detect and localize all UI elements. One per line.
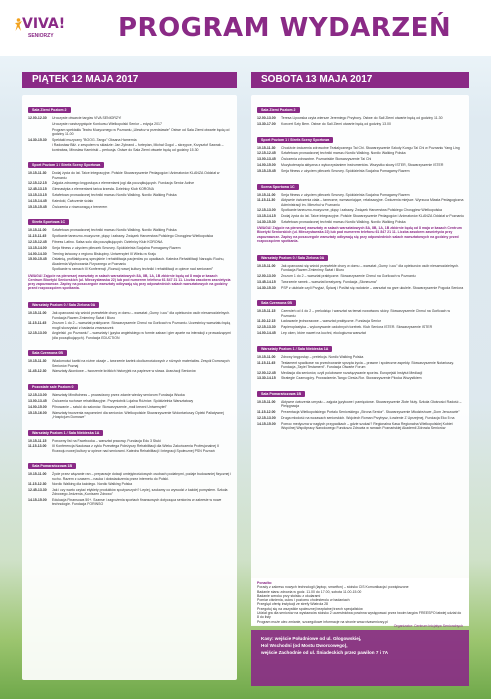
event-time: 13.15-14.00	[28, 245, 47, 250]
event-time: 12.15-13.00	[28, 331, 47, 336]
event-time: 11.15-13.00	[28, 444, 47, 449]
event-description: Nordic Walking dla każdego. Nordic Walking Polska	[52, 482, 133, 487]
event-row	[26, 138, 233, 142]
event-row	[26, 228, 233, 232]
header	[0, 0, 491, 56]
event-row	[255, 274, 465, 278]
event-description: Uroczyste otwarcie targów VIVA SENIORZY!	[52, 116, 122, 120]
event-description: Ponowny list na Facebooka – warsztat pracowy. Fundacja Edu 3 Stuki	[52, 438, 161, 443]
event-time	[28, 122, 52, 126]
event-time: 13.30-17.00	[257, 121, 276, 126]
event-row	[26, 482, 233, 486]
event-row	[255, 319, 465, 323]
logo-text: VIVA!	[22, 16, 66, 32]
section-label: Warsztaty Poziom 1 / Sala Niebieska 1A	[28, 430, 103, 436]
event-row	[255, 157, 465, 161]
event-row	[255, 325, 465, 329]
event-description: Mediacja dla seniorów, czyli polubowne rozwiązywanie sporów. Europejski Instytut Mediacji	[281, 370, 423, 375]
event-description: Dodaj życia do lat. Taice integracyjne. Polskie Stowarzyszenie Pedagogów i Animatorów KLANZA Oddział w Poznaniu	[52, 171, 220, 180]
ticket-office-line: wejście Zachodnie od ul. Śniadeckich przez pawilon 7 i 7A	[261, 650, 389, 655]
event-row	[255, 331, 465, 335]
section-label: Sala Pomarańczowa 1B	[257, 391, 305, 397]
event-time: 10.15-11.30	[28, 359, 47, 364]
event-description: Jak opanować się wśród przewlekłe chory w domu – warsztat „Gumy i ucu" dla opiekunów osób niesamodzielnych. Fundacja Razem Zmienimy Świat i Biuro	[52, 311, 231, 320]
event-description: Warsztaty Mindfulness – prowadzony przez zdanie wiedzy seniorom Fundacja Wsoka	[52, 393, 185, 398]
event-time: 10.15-11.00	[257, 354, 276, 359]
info-line: Udział gra dla seniorów na wystawców stoisko 2 uczestnictwa powinna występować przez twoim targów FREESPO łatwiej udział do 8 do listy	[257, 611, 462, 620]
event-description: Zajęcia zdrowego kręgosłupa z elementami jogi dla początkujących. Fundacja Senior Active	[52, 181, 195, 186]
event-time: 13.00-13.45	[257, 157, 276, 162]
event-description: Spotkanie taneczno-muzyczne, pląsy i zabawy. Związek Harcerstwa Polskiego Chorągiew Wielkopolska	[52, 234, 214, 239]
section-label: Scena Sportowa 1C	[257, 184, 299, 190]
viva-seniorzy-logo[interactable]	[14, 16, 64, 46]
event-time: 10.15-11.15	[28, 438, 47, 443]
event-time: 10.15-11.00	[28, 472, 47, 477]
event-time: 12.45-13.15	[28, 187, 47, 192]
event-row	[26, 205, 233, 209]
info-line: Badanie wzroku przy stoisku z okularami	[257, 593, 321, 598]
event-time: 10.15-11.00	[257, 192, 276, 197]
page-title: PROGRAM WYDARZEŃ	[118, 13, 452, 43]
event-time: 10.15-11.00	[28, 228, 47, 233]
event-time: 13.45-14.15	[257, 279, 276, 284]
event-description: Papieroplastyka – wykonywanie ozdobnych torebek. Klub Seniora ISTER. Stowarzyszenie ISTER	[281, 325, 433, 330]
ticket-office-line: Hol Wschodni (od Mostu Dworcowego),	[261, 643, 348, 648]
event-row	[255, 116, 465, 120]
section-label: Sala Pomarańczowa 1B	[28, 463, 76, 469]
event-time: 13.15-14.15	[257, 214, 276, 219]
event-description: Gimnastyka z elementami tańca krzesła. Dzielnicy Klub KORONA	[52, 187, 154, 192]
day-header-saturday: SOBOTA 13 MAJA 2017	[251, 72, 469, 88]
event-description: Edukacja Finansowa 50+. Szanse i zagrożenia sportach finansowych dotycząca seniorów w zakresie w nowe technologie. Fundacja FORINSO	[52, 498, 222, 507]
event-time: 12.15-12.45	[28, 239, 47, 244]
event-row	[255, 400, 465, 408]
ticket-office-line: Kasy: wejście Południowe od ul. Głogowskiej,	[261, 636, 362, 641]
event-description: Życie przez wiązanie ran – preparacje dotacji umiejętnościowych osobach podatnymi, podaje budowaniej fizycznej i ruchu. Razem z czasem – nauka i doświadczenia przez internetu do Polski.	[52, 472, 231, 481]
info-list	[257, 585, 463, 624]
info-heading: Ponadto:	[257, 581, 273, 585]
event-description: Pomoc medyczna w nagłych przypadkach – gdzie szukać? Regionalna Kasa Regionalna Wielkopolskiej Kobiet Wspólnej Współpracy Narodowego Funduszu Zdrowia w ramach Poznańskiej Akademii Zdrowia Seniorów	[281, 421, 453, 430]
event-time: 12.15-13.00	[257, 415, 276, 420]
event-description: Spektakl muzyczny "BOOG..Tango" Oksana Hamernia	[52, 137, 137, 142]
event-time: 10.15-11.30	[257, 145, 276, 150]
event-row	[255, 371, 465, 375]
event-time: 10.15-11.15	[257, 309, 276, 314]
event-row	[255, 169, 465, 173]
event-description: Lep oken, które nawet na kuchni, ekologiczna warsztat	[281, 330, 366, 335]
section-label: Pozostałe sale Poziom 0	[28, 384, 78, 390]
event-row	[26, 267, 233, 271]
event-description: Trening tańcowy z regionu Biskupiny. Uniwersytet III Wieku w Kraju	[52, 251, 157, 256]
event-time: 15.15-15.45	[257, 168, 276, 173]
event-description: Smja fitness z użyciem piłeczek Smovey. Spółdzielnia Socjalna Pomagamy Razem	[52, 245, 181, 250]
event-time: 11.30-12.15	[257, 319, 276, 324]
event-description: Angielski ,po Poznaniu" – warsztaty i języka angielskiego w formie zabaw i gier aparte na interakcji z prowadzącymi (dla początkujących). Fundacja EDUCTION	[52, 331, 231, 340]
event-description: Spotkanie w ramach III Konferencji „Rozwój nowej kultury techniki i rehabilitacji w opiece nad seniorami"	[52, 267, 214, 272]
event-description: Zrozum 1 do 2 – warsztat praktyczne. Stowarzyszenie Chmul na Gorlicach w Poznaniu. Uczestnicy warsztatu będą mogli skorzystać z badania zmarszczek	[52, 321, 231, 330]
event-time: 11.15-11.45	[257, 360, 276, 365]
section-label: Sala Ziemi Poziom 2	[257, 107, 300, 113]
ticket-office-box	[251, 630, 469, 686]
info-line: Przegląd ofertę instytucji ze strefy Wiatrola 28	[257, 602, 329, 607]
event-description: PSP z ulubiale czyli Przyjaź, Śpiwaj i Poślist się radośnie – warsztat na grze ukulele. Stowarzyszenie Pogoda Seniora	[281, 285, 464, 290]
event-description: Muzykoterapia aktywna z wykorzystaniem instrumentów. Wszystko słowy ISTER, Stowarzyszenie ISTER	[281, 162, 444, 167]
event-time: 13.30-14.15	[257, 376, 276, 381]
event-row	[26, 359, 233, 367]
event-time: 12.15-13.30	[257, 325, 276, 330]
event-time: 11.15-12.30	[28, 482, 47, 487]
day-header-friday: PIĄTEK 12 MAJA 2017	[22, 72, 237, 88]
schedule-column-saturday	[251, 95, 469, 625]
schedule-column-friday	[22, 95, 237, 680]
event-row	[255, 376, 465, 380]
event-time: 12.15-12.45	[257, 151, 276, 156]
info-line: Badanie stanu zdrowia w godz. 11.00 do 17.00, sobota 11.00-15.00	[257, 589, 362, 594]
event-row	[26, 369, 233, 373]
info-line: Pomiar ciśnienia, cukru i poziomu cholesterolu w badaniach	[257, 598, 350, 603]
event-time: 11.15-11.30	[257, 198, 276, 203]
event-row	[26, 246, 233, 250]
event-time: 14.00-15.00	[257, 162, 276, 167]
event-time: 10.15-11.30	[28, 171, 47, 176]
event-row	[255, 208, 465, 212]
event-time: 12.00-13.00	[257, 273, 276, 278]
event-time: 14.30-15.30	[257, 285, 276, 290]
section-label: Sala Czerwona 0B	[257, 300, 296, 306]
event-time: 10.15-11.00	[257, 400, 276, 405]
event-description: Jak i czy warto czytać etykiety produktów spożywczych? Lepiej, szukamy co wywodzi z każdej pomysłem. Szkoła Zdrowego Jedzenia „Kuniszen Zdrowo"	[52, 488, 228, 497]
logo-subtext: SENIORZY	[28, 33, 54, 39]
event-time: 14.00-14.30	[28, 251, 47, 256]
event-description: Koncert Szty Bem. Ostwe do Sali Ziemi otwarte będą od godziny 13.00	[281, 121, 391, 126]
event-row	[255, 163, 465, 167]
registration-note: UWAGA! Zajęcie na pierwszej warsztaty w salach warsztatowych 8A, 8B, 1A, 1B zbiórnie będą od 8 maja w kasach Centrum Bioetyki Seniorskich (ul. Mieczysławska 22) lub pod numerem telefonu 61 847 21 11. Liczba zasobem zasnietycia przy zapoznawcze. Zapisy na poszczegole warsztaty odbywają się przy odpowiednich salach warsztatowych na godziny przed rozpoczęciem spotkania.	[257, 226, 462, 243]
event-description: Druga młodość na wczasach seniorskich. Wojciech Roman Przybysz, Łowienie Z Uprzejmej, Fundacja Eko 5 na	[281, 415, 455, 420]
event-row	[26, 240, 233, 244]
event-row	[255, 422, 465, 430]
event-description: Warsztaty Akordowe – tworzenie krótkich historyjek na papierze w słowa. Aranżacji Seniorów	[52, 369, 196, 374]
event-row	[255, 361, 465, 369]
event-time: 10.15-11.00	[257, 263, 276, 268]
event-time: 15.15-15.45	[28, 204, 47, 209]
event-description: Ćwiczenia zdrowotne. Poznańskie Stowarzyszenie Tai Chi	[281, 157, 372, 162]
event-description: Sztafetowo prowadzonej techniki marszu Nordic Walking. Nordic Walking Polska	[281, 219, 406, 224]
event-description: Prezentacja Wielkopolskiego Portalu Seniorskiego „Strona Senior". Stowarzyszenie Młodzieżowe „Dom Jenczowie"	[281, 410, 460, 415]
registration-note: UWAGA! Zajęcie na pierwszej warsztaty w salach warsztatowych 8A, 8B, 1A, 1B zbiórnie będą od 8 maja w kasach Centrum Bioetyki Seniorskich (ul. Mieczysławska 22) lub pod numerem telefonu 61 847 21 11. Liczba zasobem zasnietycia przy zapoznawcze. Zapisy na poszczegole warsztaty odbywają się przy odpowiednich salach warsztatowych na godziny przed rozpoczęciem spotkania.	[28, 273, 231, 291]
event-time: 14.00-15.00	[28, 404, 47, 409]
event-row	[255, 214, 465, 218]
event-time: 12.15-12.15	[28, 181, 47, 186]
event-description: Ostatnią, profilaktyczną specjalnie i rehabilitacja pacjentów po upadkach. Katedra Rehabilitacji Narządu Ruchu, Akademia Wychowania Fizycznego w Poznaniu	[52, 257, 225, 266]
event-row	[26, 488, 233, 496]
event-description: Warsztaty tworzenia wspomnień dla seniorów. Wielkopolskie Stowarzyszenie Wolontariuszy Opieki Paliatywnej „Hospicjum Domowe"	[52, 410, 224, 419]
event-row	[26, 331, 233, 339]
event-description: Zrozum 1 do 2 – warsztat praktyczne. Stowarzyszenie Chmul na Gorlicach w Poznaniu	[281, 273, 416, 278]
event-time	[28, 267, 52, 271]
event-row	[255, 220, 465, 224]
additional-info-box	[251, 578, 469, 626]
event-time: 14.30-15.30	[257, 219, 276, 224]
event-description: Smja fitness z użyciem piłeczek Smovey. Spółdzielnia Socjalna Pomagamy Razem	[281, 192, 410, 197]
event-description: Sztafetowo prowadzonej techniki marszu Nordic Walking. Nordic Walking Polska	[52, 192, 177, 197]
event-time: 11.45-12.30	[28, 369, 47, 374]
event-description: Ćwiczenia ruchowe rehabilitacyjne. Przymiotnik Lojalna Różnice. Spółdzielnia Warsztatowy	[52, 398, 194, 403]
event-description: Sztafetowo prowadzonej techniki marszu Nordic Walking. Nordic Walking Polska	[52, 228, 177, 233]
event-description: Aktywne ćwiczenia umysłu – zajęcia językowe i pamięciowe. Stowarzyszenie Złote Nuty. Szkoła Głośności Radość – Pielęgnacja	[281, 400, 462, 409]
event-row	[26, 498, 233, 506]
event-description: Dodaj życia do lat. Taice integracyjne. Polskie Stowarzyszenie Pedagogów i Animatorów KLANZA Oddział w Poznaniu	[281, 214, 465, 219]
section-label: Sala Czerwona 0B	[28, 350, 67, 356]
event-row	[255, 355, 465, 359]
event-row	[26, 439, 233, 443]
event-time: 12.15-13.00	[28, 393, 47, 398]
section-label: Sport Poziom 1 / Strefa Sceny Sportowa	[28, 162, 104, 168]
event-row	[26, 411, 233, 419]
info-footer: Organizator: Centrum Inicjatyw Senioralnych	[393, 623, 463, 628]
event-row	[26, 321, 233, 329]
event-description: Ładowanie jednorazowe – warsztat praktyczne. Fundacja Senior	[281, 319, 382, 324]
event-row	[255, 264, 465, 272]
event-time: 13.15-13.15	[28, 192, 47, 197]
event-description: Chodźcie ćwiczenia zdrowotne Teatalycznego Tai Chi. Stowarzyszenie Szkoły Kungu Tai Chi w Poznaniu Yang Ling	[281, 145, 460, 150]
event-row	[26, 122, 233, 126]
event-description: Testament spadkowe na przechowanie sprzęta życia – prawne i społeczne aspekty. Stowarzyszenie Notariuszy. Fundacja „Tayiel Testament". Fundacja Otwarte Forum	[281, 360, 455, 369]
event-time: 11.15-11.45	[28, 234, 47, 239]
event-description: Jak opanować się wśród przewlekłe chory w domu – warsztat „Gumy i ucu" dla opiekunów osób niesamodzielnych. Fundacja Razem Zmienimy Świat i Biuro	[281, 263, 460, 273]
event-row	[255, 286, 465, 290]
event-time: 15.15-16.00	[28, 410, 47, 415]
event-row	[26, 257, 233, 265]
event-row	[255, 410, 465, 414]
event-description: i Radostaw Błiż. z zespołem w składzie: Jan Zybrand – fortepian, Michał Gogol – skrzypce, Krzysztof Sawrak – kontrabas, Mirosław Kamiński – perkusja. Ostwe do Sala Ziemi otwarte będą od godziny 15.30	[52, 143, 224, 152]
event-row	[26, 181, 233, 185]
section-label: Sala Ziemi Poziom 2	[28, 107, 71, 113]
event-row	[26, 472, 233, 480]
event-row	[26, 128, 233, 136]
event-description: Tworzenie ramek – warsztat kreatywny. Fundacja „Słoneczna"	[281, 279, 378, 284]
event-time: 14.15-14.45	[28, 198, 47, 203]
event-row	[26, 193, 233, 197]
event-row	[255, 122, 465, 126]
event-row	[26, 399, 233, 403]
event-time: 13.00-13.45	[28, 398, 47, 403]
section-label: Warsztaty Poziom 0 / Sala Zielona 0A	[28, 302, 99, 308]
event-row	[255, 416, 465, 420]
event-description: Strategie Czarnogóry. Prowadzenie-Tango Ciesia-Ror. Stowarzyszenie Płocka Wszystkiem	[281, 376, 422, 381]
event-time: 12.00-13.00	[257, 116, 276, 120]
event-row	[26, 252, 233, 256]
event-description: Aktywnie ćwiczenia ciała – taneczne, wzmacniające, relaksacyjne. Ćwiczenia miejsce. Wyrzuca Miasta Pedagogiczna Administracji im. Mierzhui w Poznaniu	[281, 198, 464, 207]
event-time: 12.15-13.00	[257, 208, 276, 213]
event-description: Zdrowy kręgosłup – prelekcja. Nordic Walking Polska	[281, 354, 364, 359]
event-row	[26, 199, 233, 203]
event-row	[26, 187, 233, 191]
event-description: Teresa Lipowska czyta wiersze Jeremiego Przybory. Ostwe do Sali Ziemi otwarte będą od godziny 11.30	[281, 116, 443, 120]
event-row	[255, 193, 465, 197]
event-row	[26, 444, 233, 452]
info-line: Program może ulec zmianie, szczegółowe informacje na stronie www.vivaseniorzy.pl	[257, 619, 388, 624]
event-row	[26, 234, 233, 238]
event-row	[26, 143, 233, 151]
event-row	[255, 151, 465, 155]
event-time: 10.15-11.00	[28, 311, 47, 316]
event-time: 12.00-12.45	[257, 370, 276, 375]
event-time: 12.45-13.30	[28, 488, 47, 493]
event-row	[26, 171, 233, 179]
event-time: 12.00-12.30	[28, 116, 47, 120]
event-row	[255, 198, 465, 206]
event-description: Sztafetowo prowadzonej techniki marszu Nordic Walking. Nordic Walking Polska	[281, 151, 406, 156]
event-description: Smja fitness z użyciem piłeczek Smovey. Spółdzielnia Socjalna Pomagamy Razem	[281, 168, 410, 173]
event-description: Uroczyste rozstrzygnięcie Konkursu Wielkopolski Senior – edycja 2017	[52, 121, 162, 126]
event-time: 11.15-11.45	[28, 321, 47, 326]
section-label: Sport Poziom 1 / Strefa Sceny Sportowa	[257, 137, 333, 143]
section-label: Warsztaty Poziom 0 / Sala Zielona 0A	[257, 255, 328, 261]
event-time: 15.00-15.45	[28, 257, 47, 262]
info-line: Porady z zakresu nowych technologii (laptop, smartfon) – stoisko CIS Komunikacja i powiększone	[257, 585, 409, 590]
event-description: Ćwiczenia z równowagą z trenerem	[52, 204, 108, 209]
event-row	[26, 116, 233, 120]
event-description: Czerwień od 4 do 2 – preludziąc i warsztat na temat nowotworu skóry. Stowarzyszenie Chmul na Gorlicach w Poznaniu	[281, 309, 450, 318]
section-label: Warsztaty Poziom 1 / Sala Niebieska 1A	[257, 346, 332, 352]
event-row	[26, 405, 233, 409]
event-time	[28, 143, 52, 151]
event-time: 14.15-15.00	[28, 498, 47, 503]
event-row	[255, 280, 465, 284]
event-description: Spotkanie taneczno-muzyczne, pląsy i zabawy. Związek Harcerstwa Polskiego Chorągiew Wielkopolska	[281, 208, 443, 213]
event-row	[255, 309, 465, 317]
section-label: Strefa Sportowa 1C	[28, 219, 69, 225]
event-description: Pilnowanie – sztuki do salonów. Stowarzyszenie „mali krewni Uniwersytet"	[52, 404, 167, 409]
event-description: Kaiedoki, Ćwiczenie ściało	[52, 198, 94, 203]
event-row	[255, 146, 465, 150]
info-line: Przegotuj się na wszystkie społecznej bezpłatnej trzech specjalistów	[257, 606, 363, 611]
event-row	[26, 393, 233, 397]
event-description: Wiadomości kartki na różne okazje – tworzenie kartek okolicznościowych z różnych materiałów. Zespół Domowych Seniorów Poznaj	[52, 359, 230, 368]
event-row	[26, 311, 233, 319]
event-time	[28, 128, 52, 136]
event-time: 11.15-12.00	[257, 410, 276, 415]
event-time: 14.00-14.45	[257, 330, 276, 335]
event-time: 14.30-15.30	[28, 137, 47, 142]
event-description: III Konferencja Naukowa z cyklu Przewlega Poleżyczy Rehabilitacji dla Wieku Zakończenia Profesjonalnej II Rozwoju nowej kultury w opiece nad seniorami. Katedra Rehabilitacji i Integracji Społecznej PSN Poznań	[52, 444, 219, 453]
event-description: Program spektaklu Teatru Muzycznego w Poznaniu „Ulewicz w przedstawie" Ostwe od Sala Ziemi otwarte będą od godziny 11.00	[52, 127, 230, 136]
event-time: 14.15-15.00	[257, 421, 276, 426]
event-description: Fitness Latino. Salsa solo dla początkujących. Dzielnicy Klub KORONA	[52, 239, 163, 244]
